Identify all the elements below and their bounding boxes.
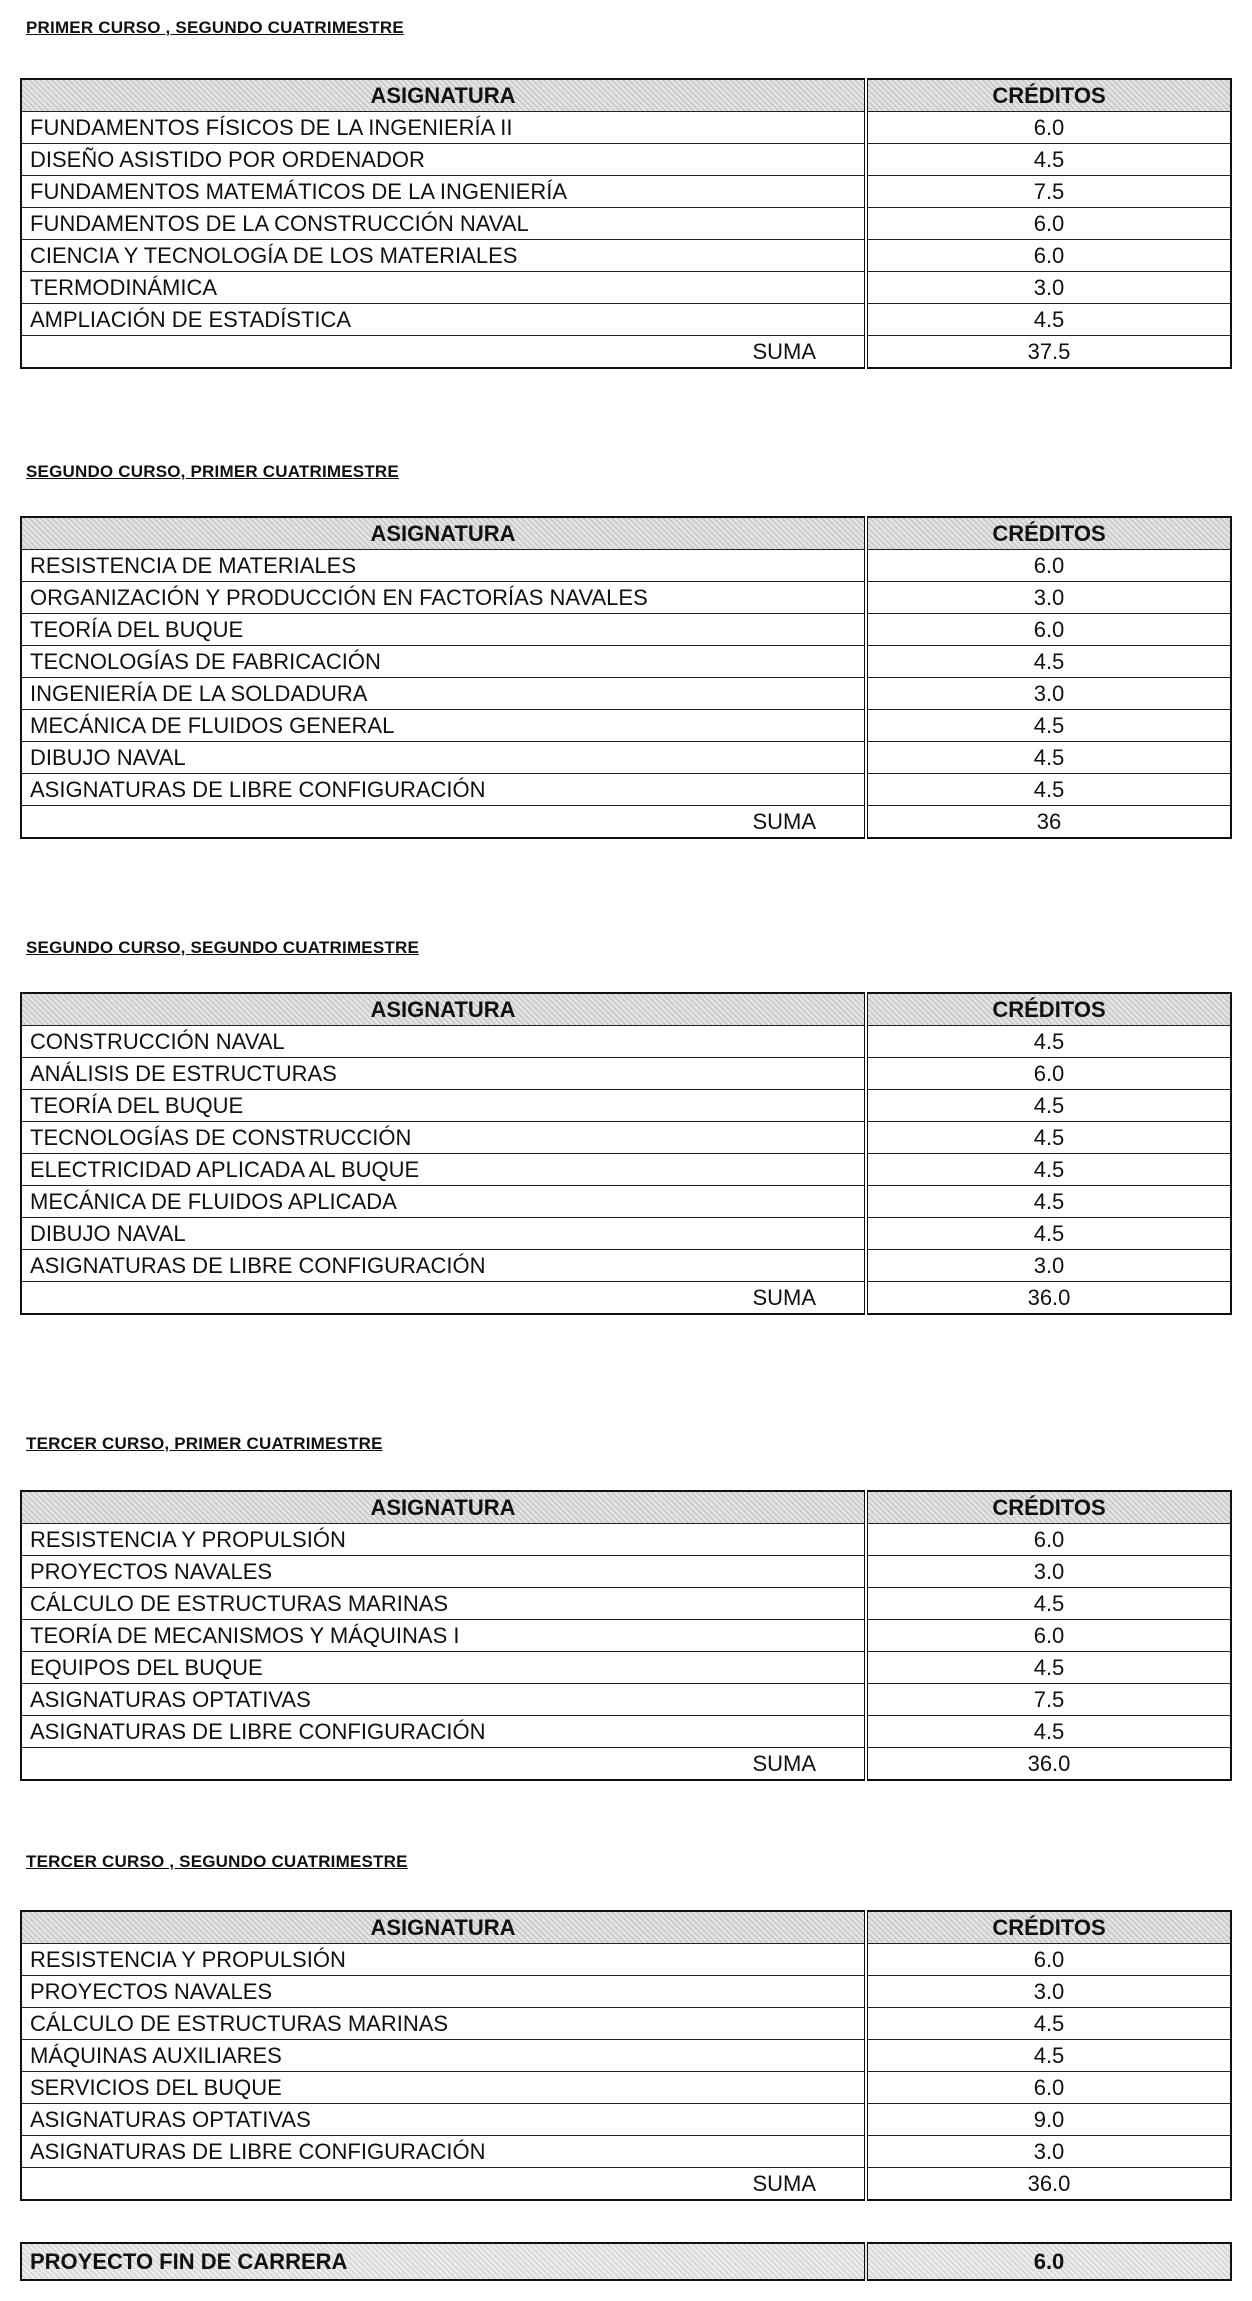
total-label: SUMA bbox=[752, 1751, 816, 1776]
table-row bbox=[21, 710, 1231, 742]
subject-cell: RESISTENCIA DE MATERIALES bbox=[21, 550, 866, 582]
table-header-row bbox=[21, 79, 1231, 112]
table-row bbox=[21, 1090, 1231, 1122]
total-credits: 37.5 bbox=[866, 336, 1231, 369]
table-row bbox=[21, 742, 1231, 774]
table-row bbox=[21, 550, 1231, 582]
table-row bbox=[21, 1058, 1231, 1090]
credits-cell: 3.0 bbox=[866, 1556, 1231, 1588]
credits-cell: 4.5 bbox=[866, 1154, 1231, 1186]
credits-cell: 4.5 bbox=[866, 1588, 1231, 1620]
subject-cell: ANÁLISIS DE ESTRUCTURAS bbox=[21, 1058, 866, 1090]
credits-column-header: CRÉDITOS bbox=[866, 517, 1231, 550]
subject-cell: TEORÍA DE MECANISMOS Y MÁQUINAS I bbox=[21, 1620, 866, 1652]
subject-cell: DISEÑO ASISTIDO POR ORDENADOR bbox=[21, 144, 866, 176]
subject-cell: MECÁNICA DE FLUIDOS GENERAL bbox=[21, 710, 866, 742]
credits-cell: 6.0 bbox=[866, 1058, 1231, 1090]
subject-cell: ASIGNATURAS DE LIBRE CONFIGURACIÓN bbox=[21, 2136, 866, 2168]
subject-cell: SERVICIOS DEL BUQUE bbox=[21, 2072, 866, 2104]
credits-cell: 6.0 bbox=[866, 1524, 1231, 1556]
credits-cell: 6.0 bbox=[866, 550, 1231, 582]
subject-cell: FUNDAMENTOS FÍSICOS DE LA INGENIERÍA II bbox=[21, 112, 866, 144]
subject-cell: ASIGNATURAS DE LIBRE CONFIGURACIÓN bbox=[21, 1716, 866, 1748]
table-row bbox=[21, 272, 1231, 304]
table-row bbox=[21, 1716, 1231, 1748]
total-credits: 36.0 bbox=[866, 1748, 1231, 1781]
table-row bbox=[21, 176, 1231, 208]
credits-cell: 4.5 bbox=[866, 774, 1231, 806]
subject-cell: CIENCIA Y TECNOLOGÍA DE LOS MATERIALES bbox=[21, 240, 866, 272]
subject-cell: ASIGNATURAS OPTATIVAS bbox=[21, 1684, 866, 1716]
table-row bbox=[21, 2104, 1231, 2136]
table-row bbox=[21, 112, 1231, 144]
subject-cell: DIBUJO NAVAL bbox=[21, 1218, 866, 1250]
credits-cell: 4.5 bbox=[866, 1090, 1231, 1122]
table-row bbox=[21, 1154, 1231, 1186]
final-project-table bbox=[20, 2242, 1232, 2281]
credits-cell: 6.0 bbox=[866, 1620, 1231, 1652]
credits-column-header: CRÉDITOS bbox=[866, 1491, 1231, 1524]
credits-cell: 6.0 bbox=[866, 112, 1231, 144]
final-project-row bbox=[21, 2243, 1231, 2280]
credits-cell: 6.0 bbox=[866, 1944, 1231, 1976]
subject-column-header: ASIGNATURA bbox=[21, 1491, 866, 1524]
credits-cell: 7.5 bbox=[866, 176, 1231, 208]
credits-cell: 6.0 bbox=[866, 614, 1231, 646]
credits-cell: 3.0 bbox=[866, 272, 1231, 304]
final-project-label: PROYECTO FIN DE CARRERA bbox=[21, 2243, 866, 2280]
subject-cell: FUNDAMENTOS MATEMÁTICOS DE LA INGENIERÍA bbox=[21, 176, 866, 208]
total-credits: 36.0 bbox=[866, 1282, 1231, 1315]
credits-cell: 4.5 bbox=[866, 2008, 1231, 2040]
subject-cell: FUNDAMENTOS DE LA CONSTRUCCIÓN NAVAL bbox=[21, 208, 866, 240]
table-row bbox=[21, 1122, 1231, 1154]
table-row bbox=[21, 2008, 1231, 2040]
credits-table-5 bbox=[20, 1910, 1232, 2201]
table-row bbox=[21, 1026, 1231, 1058]
table-row bbox=[21, 304, 1231, 336]
subject-cell: CÁLCULO DE ESTRUCTURAS MARINAS bbox=[21, 2008, 866, 2040]
total-row bbox=[21, 336, 1231, 369]
credits-cell: 3.0 bbox=[866, 2136, 1231, 2168]
credits-cell: 9.0 bbox=[866, 2104, 1231, 2136]
subject-column-header: ASIGNATURA bbox=[21, 1911, 866, 1944]
subject-cell: TECNOLOGÍAS DE CONSTRUCCIÓN bbox=[21, 1122, 866, 1154]
subject-cell: ELECTRICIDAD APLICADA AL BUQUE bbox=[21, 1154, 866, 1186]
credits-cell: 4.5 bbox=[866, 144, 1231, 176]
subject-cell: PROYECTOS NAVALES bbox=[21, 1556, 866, 1588]
subject-cell: ASIGNATURAS DE LIBRE CONFIGURACIÓN bbox=[21, 774, 866, 806]
table-row bbox=[21, 678, 1231, 710]
credits-cell: 4.5 bbox=[866, 742, 1231, 774]
credits-cell: 7.5 bbox=[866, 1684, 1231, 1716]
credits-cell: 4.5 bbox=[866, 304, 1231, 336]
credits-cell: 4.5 bbox=[866, 1026, 1231, 1058]
section-title-3: SEGUNDO CURSO, SEGUNDO CUATRIMESTRE bbox=[26, 938, 419, 957]
section-title-4: TERCER CURSO, PRIMER CUATRIMESTRE bbox=[26, 1434, 383, 1453]
subject-cell: ORGANIZACIÓN Y PRODUCCIÓN EN FACTORÍAS NAVALES bbox=[21, 582, 866, 614]
subject-cell: AMPLIACIÓN DE ESTADÍSTICA bbox=[21, 304, 866, 336]
table-row bbox=[21, 614, 1231, 646]
subject-column-header: ASIGNATURA bbox=[21, 79, 866, 112]
section-title-5: TERCER CURSO , SEGUNDO CUATRIMESTRE bbox=[26, 1852, 408, 1871]
credits-cell: 4.5 bbox=[866, 646, 1231, 678]
credits-cell: 4.5 bbox=[866, 710, 1231, 742]
credits-cell: 4.5 bbox=[866, 1652, 1231, 1684]
table-row bbox=[21, 1556, 1231, 1588]
total-label: SUMA bbox=[752, 809, 816, 834]
credits-cell: 3.0 bbox=[866, 1250, 1231, 1282]
credits-cell: 6.0 bbox=[866, 2072, 1231, 2104]
table-row bbox=[21, 774, 1231, 806]
credits-table-1 bbox=[20, 78, 1232, 369]
subject-cell: INGENIERÍA DE LA SOLDADURA bbox=[21, 678, 866, 710]
section-title-2: SEGUNDO CURSO, PRIMER CUATRIMESTRE bbox=[26, 462, 399, 481]
table-row bbox=[21, 1684, 1231, 1716]
table-header-row bbox=[21, 993, 1231, 1026]
table-row bbox=[21, 2040, 1231, 2072]
table-row bbox=[21, 1250, 1231, 1282]
credits-table-2 bbox=[20, 516, 1232, 839]
credits-table-4 bbox=[20, 1490, 1232, 1781]
credits-cell: 3.0 bbox=[866, 1976, 1231, 2008]
total-credits: 36 bbox=[866, 806, 1231, 839]
subject-cell: EQUIPOS DEL BUQUE bbox=[21, 1652, 866, 1684]
table-row bbox=[21, 2136, 1231, 2168]
subject-column-header: ASIGNATURA bbox=[21, 517, 866, 550]
credits-cell: 4.5 bbox=[866, 1716, 1231, 1748]
table-row bbox=[21, 582, 1231, 614]
subject-column-header: ASIGNATURA bbox=[21, 993, 866, 1026]
table-row bbox=[21, 646, 1231, 678]
total-row bbox=[21, 1282, 1231, 1315]
subject-cell: PROYECTOS NAVALES bbox=[21, 1976, 866, 2008]
subject-cell: TECNOLOGÍAS DE FABRICACIÓN bbox=[21, 646, 866, 678]
credits-cell: 4.5 bbox=[866, 1122, 1231, 1154]
table-row bbox=[21, 1186, 1231, 1218]
subject-cell: CÁLCULO DE ESTRUCTURAS MARINAS bbox=[21, 1588, 866, 1620]
total-label: SUMA bbox=[752, 2171, 816, 2196]
table-row bbox=[21, 1524, 1231, 1556]
total-row bbox=[21, 2168, 1231, 2201]
credits-cell: 6.0 bbox=[866, 240, 1231, 272]
subject-cell: RESISTENCIA Y PROPULSIÓN bbox=[21, 1944, 866, 1976]
subject-cell: TERMODINÁMICA bbox=[21, 272, 866, 304]
credits-cell: 4.5 bbox=[866, 2040, 1231, 2072]
total-label: SUMA bbox=[752, 339, 816, 364]
subject-cell: DIBUJO NAVAL bbox=[21, 742, 866, 774]
credits-cell: 6.0 bbox=[866, 208, 1231, 240]
table-row bbox=[21, 240, 1231, 272]
final-project-credits: 6.0 bbox=[866, 2243, 1231, 2280]
credits-cell: 4.5 bbox=[866, 1186, 1231, 1218]
table-row bbox=[21, 1588, 1231, 1620]
total-label: SUMA bbox=[752, 1285, 816, 1310]
subject-cell: MÁQUINAS AUXILIARES bbox=[21, 2040, 866, 2072]
table-row bbox=[21, 1652, 1231, 1684]
subject-cell: TEORÍA DEL BUQUE bbox=[21, 1090, 866, 1122]
table-row bbox=[21, 1976, 1231, 2008]
table-header-row bbox=[21, 1911, 1231, 1944]
subject-cell: MECÁNICA DE FLUIDOS APLICADA bbox=[21, 1186, 866, 1218]
total-row bbox=[21, 1748, 1231, 1781]
subject-cell: RESISTENCIA Y PROPULSIÓN bbox=[21, 1524, 866, 1556]
credits-cell: 4.5 bbox=[866, 1218, 1231, 1250]
table-row bbox=[21, 1620, 1231, 1652]
total-row bbox=[21, 806, 1231, 839]
table-header-row bbox=[21, 1491, 1231, 1524]
table-row bbox=[21, 1218, 1231, 1250]
credits-table-3 bbox=[20, 992, 1232, 1315]
table-row bbox=[21, 208, 1231, 240]
subject-cell: ASIGNATURAS DE LIBRE CONFIGURACIÓN bbox=[21, 1250, 866, 1282]
credits-column-header: CRÉDITOS bbox=[866, 1911, 1231, 1944]
table-row bbox=[21, 2072, 1231, 2104]
table-row bbox=[21, 144, 1231, 176]
credits-column-header: CRÉDITOS bbox=[866, 79, 1231, 112]
credits-cell: 3.0 bbox=[866, 678, 1231, 710]
table-header-row bbox=[21, 517, 1231, 550]
credits-column-header: CRÉDITOS bbox=[866, 993, 1231, 1026]
total-credits: 36.0 bbox=[866, 2168, 1231, 2201]
subject-cell: ASIGNATURAS OPTATIVAS bbox=[21, 2104, 866, 2136]
section-title-1: PRIMER CURSO , SEGUNDO CUATRIMESTRE bbox=[26, 18, 404, 37]
table-row bbox=[21, 1944, 1231, 1976]
subject-cell: CONSTRUCCIÓN NAVAL bbox=[21, 1026, 866, 1058]
credits-cell: 3.0 bbox=[866, 582, 1231, 614]
subject-cell: TEORÍA DEL BUQUE bbox=[21, 614, 866, 646]
